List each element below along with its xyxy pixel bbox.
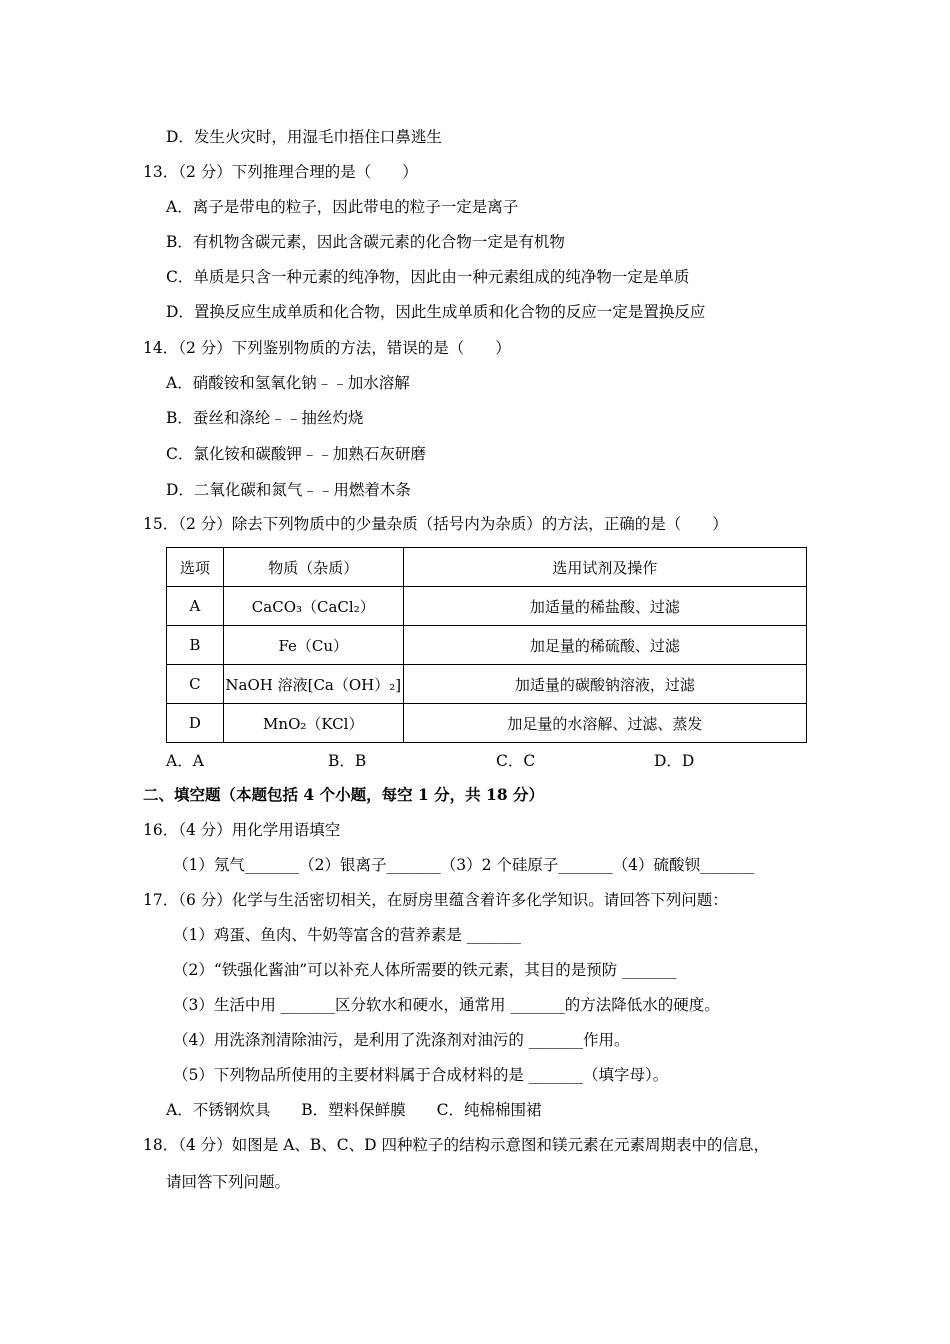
q15-choice-b: B．B <box>328 752 367 770</box>
table-header-row <box>167 548 807 587</box>
q15-choice-a: A．A <box>166 752 204 770</box>
q17-part-4: （4）用洗涤剂清除油污，是利用了洗涤剂对油污的 _______作用。 <box>173 1031 630 1049</box>
row-method: 加足量的水溶解、过滤、蒸发 <box>403 704 806 743</box>
table-row <box>167 626 807 665</box>
q15-choice-d: D．D <box>654 752 695 770</box>
table-row <box>167 665 807 704</box>
q18-stem: 18．（4 分）如图是 A、B、C、D 四种粒子的结构示意图和镁元素在元素周期表中的信息， <box>143 1136 769 1154</box>
q17-part-2: （2）“铁强化酱油”可以补充人体所需要的铁元素，其目的是预防 _______ <box>173 961 677 979</box>
q14-option-c: C．氯化铵和碳酸钾﹣﹣加熟石灰研磨 <box>166 445 426 463</box>
section-title: 二、填空题（本题包括 4 个小题，每空 1 分，共 18 分） <box>143 785 545 804</box>
q15-stem: 15．（2 分）除去下列物质中的少量杂质（括号内为杂质）的方法，正确的是（ ） <box>143 515 728 533</box>
header-substance: 物质（杂质） <box>223 548 403 587</box>
q17-part-1: （1）鸡蛋、鱼肉、牛奶等富含的营养素是 _______ <box>173 926 522 944</box>
header-method: 选用试剂及操作 <box>403 548 806 587</box>
row-substance: NaOH 溶液[Ca（OH）₂] <box>223 665 403 704</box>
table-row <box>167 704 807 743</box>
header-option: 选项 <box>167 548 224 587</box>
row-substance: CaCO₃（CaCl₂） <box>223 587 403 626</box>
q17-part-3: （3）生活中用 _______区分软水和硬水，通常用 _______的方法降低水的硬度。 <box>173 996 720 1014</box>
row-option: D <box>167 704 224 743</box>
q15-choice-c: C．C <box>496 752 536 770</box>
q18-continuation: 请回答下列问题。 <box>166 1173 291 1191</box>
row-option: B <box>167 626 224 665</box>
q14-stem: 14．（2 分）下列鉴别物质的方法，错误的是（ ） <box>143 339 511 357</box>
row-substance: Fe（Cu） <box>223 626 403 665</box>
q16-stem: 16．（4 分）用化学用语填空 <box>143 821 341 839</box>
table-row <box>167 587 807 626</box>
q12-option-d: D．发生火灾时，用湿毛巾捂住口鼻逃生 <box>166 128 442 146</box>
q13-option-b: B．有机物含碳元素，因此含碳元素的化合物一定是有机物 <box>166 233 565 251</box>
row-method: 加足量的稀硫酸、过滤 <box>403 626 806 665</box>
q14-option-b: B．蚕丝和涤纶﹣﹣抽丝灼烧 <box>166 409 364 427</box>
q16-blanks: （1）氖气_______（2）银离子_______（3）2 个硅原子_______（4）硫酸钡_______ <box>173 856 755 874</box>
row-method: 加适量的碳酸钠溶液，过滤 <box>403 665 806 704</box>
row-substance: MnO₂（KCl） <box>223 704 403 743</box>
q13-option-d: D．置换反应生成单质和化合物，因此生成单质和化合物的反应一定是置换反应 <box>166 303 706 321</box>
q14-option-d: D．二氧化碳和氮气﹣﹣用燃着木条 <box>166 481 411 499</box>
q13-option-c: C．单质是只含一种元素的纯净物，因此由一种元素组成的纯净物一定是单质 <box>166 268 690 286</box>
row-method: 加适量的稀盐酸、过滤 <box>403 587 806 626</box>
q13-option-a: A．离子是带电的粒子，因此带电的粒子一定是离子 <box>166 198 519 216</box>
row-option: C <box>167 665 224 704</box>
q13-stem: 13．（2 分）下列推理合理的是（ ） <box>143 163 418 181</box>
q14-option-a: A．硝酸铵和氢氧化钠﹣﹣加水溶解 <box>166 374 410 392</box>
q17-part-5: （5）下列物品所使用的主要材料属于合成材料的是 _______（填字母）。 <box>173 1066 669 1084</box>
q15-options-table <box>166 547 807 743</box>
q17-stem: 17．（6 分）化学与生活密切相关，在厨房里蕴含着许多化学知识。请回答下列问题： <box>143 891 728 909</box>
row-option: A <box>167 587 224 626</box>
q17-choices: A．不锈钢炊具 B．塑料保鲜膜 C．纯棉棉围裙 <box>166 1101 542 1119</box>
